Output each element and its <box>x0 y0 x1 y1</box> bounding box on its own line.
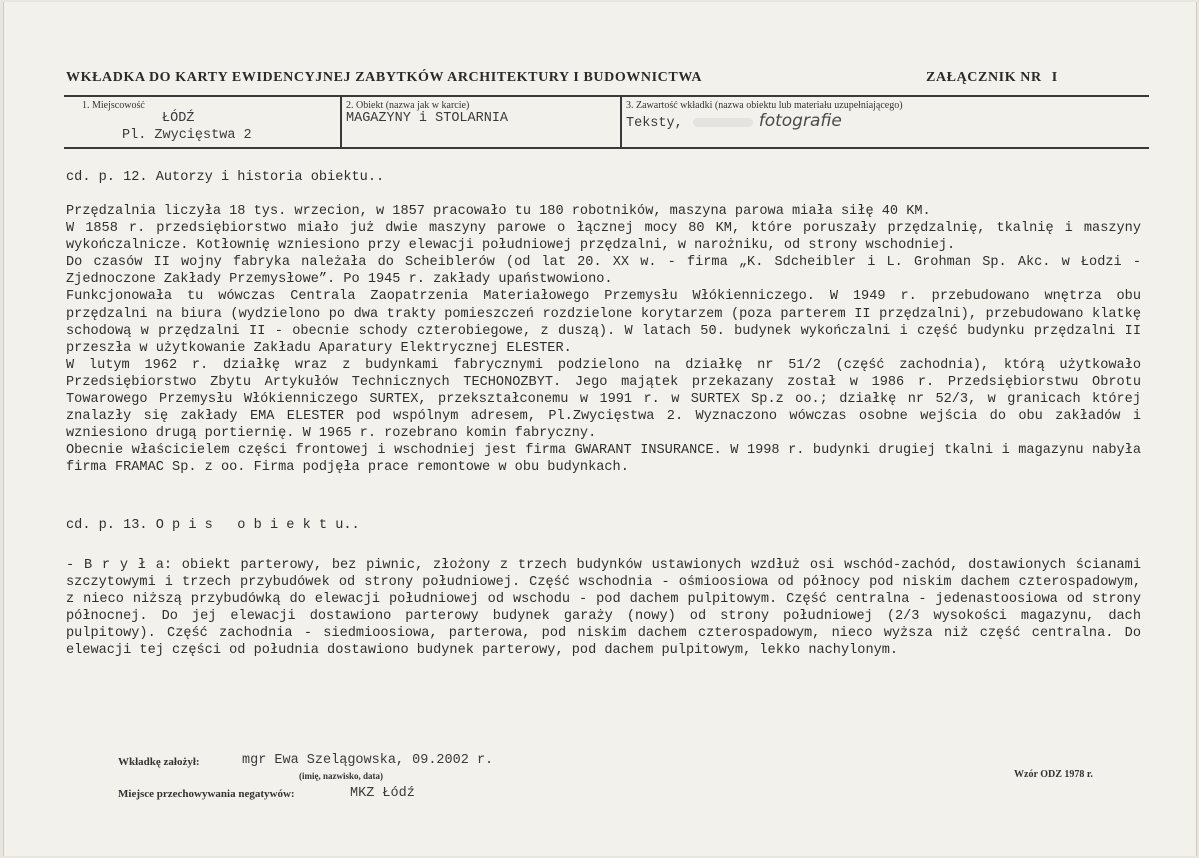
section2-heading-text: cd. p. 13. O p i s o b i e k t u.. <box>66 518 360 533</box>
form-title: WKŁADKA DO KARTY EWIDENCYJNEJ ZABYTKÓW ARCHITEKTURY I BUDOWNICTWA <box>66 70 703 85</box>
paragraph: Przędzalnia liczyła 18 tys. wrzecion, w 1857 pracowało tu 180 robotników, maszyna parowa miała siłę 40 KM. <box>66 204 931 219</box>
storage-label: Miejsce przechowywania negatywów: <box>118 788 295 800</box>
redaction-mark <box>693 118 753 127</box>
place-address: Pl. Zwycięstwa 2 <box>122 128 252 143</box>
place-city: ŁÓDŹ <box>162 111 195 126</box>
section1-heading-text: cd. p. 12. Autorzy i historia obiektu.. <box>66 170 385 185</box>
attachment-label <box>926 70 1058 86</box>
document-page <box>3 2 1197 856</box>
content-value: Teksty, <box>626 116 683 131</box>
attachment-label-text: ZAŁĄCZNIK NR <box>926 70 1042 85</box>
section2-heading <box>66 517 1141 534</box>
content-cell <box>620 97 1149 147</box>
place-cell <box>64 97 340 147</box>
place-label: 1. Miejscowość <box>82 100 145 111</box>
paragraph: Do czasów II wojny fabryka należała do Scheiblerów (od lat 20. XX w. - firma „K. Sdcheibler i L. Grohman Sp. Akc. w Łodzi - Zjednoczone Zakłady Przemysłowe”. Po 1945 r. zakłady upaństwowiono. <box>66 255 1141 288</box>
section1-body <box>66 203 1141 477</box>
author-label: Wkładkę założył: <box>118 756 200 768</box>
paragraph: W 1858 r. przedsiębiorstwo miało już dwie maszyny parowe o łącznej mocy 80 KM, które poruszały przędzalnię, tkalnię i maszyny wykończalnicze. Kotłownię wzniesiono przy elewacji południowej przędzalni, w narożniku, od strony wschodniej. <box>66 221 1141 254</box>
section2-body <box>66 557 1141 660</box>
author-sublabel: (imię, nazwisko, data) <box>299 771 383 781</box>
handwritten-note: fotografie <box>758 111 842 131</box>
content-value-line <box>626 111 842 131</box>
object-label: 2. Obiekt (nazwa jak w karcie) <box>346 100 470 111</box>
content-label: 3. Zawartość wkładki (nazwa obiektu lub materiału uzupełniającego) <box>626 100 903 111</box>
author-value: mgr Ewa Szelągowska, 09.2002 r. <box>242 753 494 768</box>
paragraph: Funkcjonowała tu wówczas Centrala Zaopatrzenia Materiałowego Przemysłu Włókienniczego. W 1949 r. przebudowano wnętrza obu przędzalni na biura (wydzielono po dwa trakty pomieszczeń rozdzielone korytarzem (poza parterem II przędzalni), przebudowano klatkę schodową w przędzalni II - obecnie schody czterobiegowe, z duszą). W latach 50. budynek wykończalni i część budynku przędzalni II przeszła w użytkowanie Zakładu Aparatury Elektrycznej ELESTER. <box>66 289 1141 356</box>
attachment-number: I <box>1051 70 1058 85</box>
header-fields-table <box>64 95 1149 149</box>
paragraph: Obecnie właścicielem części frontowej i wschodniej jest firma GWARANT INSURANCE. W 1998 r. budynki drugiej tkalni i magazynu nabyła firma FRAMAC Sp. z oo. Firma podjęła prace remontowe w obu budynkach. <box>66 443 1141 476</box>
paragraph: W lutym 1962 r. działkę wraz z budynkami fabrycznymi podzielono na działkę nr 51/2 (część zachodnia), którą użytkowało Przedsiębiorstwo Zbytu Artykułów Technicznych TECHONOZBYT. Jego majątek przekazany został w 1986 r. Przedsiębiorstwu Obrotu Towarowego Przemysłu Włókienniczego SURTEX, przekształconemu w 1991 r. w SURTEX Sp.z oo.; działkę nr 52/3, w granicach której znalazły się zakłady EMA ELESTER pod wspólnym adresem, Pl.Zwycięstwa 2. Wyznaczono wówczas osobne wejścia do obu zakładów i wzniesiono drugą portiernię. W 1965 r. rozebrano komin fabryczny. <box>66 357 1141 442</box>
form-version: Wzór ODZ 1978 r. <box>1014 769 1093 780</box>
object-value: MAGAZYNY i STOLARNIA <box>346 111 509 126</box>
paragraph: - B r y ł a: obiekt parterowy, bez piwnic, złożony z trzech budynków ustawionych wzdłuż osi wschód-zachód, dostawionych ścianami szczytowymi i trzech przybudówek od strony południowej. Część wschodnia - ośmioosiowa od północy pod niskim dachem czterospadowym, z nieco niższą przybudówką do elewacji południowej od wschodu - pod dachem pulpitowym. Część centralna - jedenastoosiowa od strony północnej. Do jej elewacji dostawiono parterowy budynek garaży (nowy) od strony południowej (2/3 wysokości magazynu, dach pulpitowy). Część zachodnia - siedmioosiowa, parterowa, pod niskim dachem czterospadowym, nieco wyższa niż część centralna. Do elewacji tej części od południa dostawiono budynek parterowy, pod dachem pulpitowym, lekko nachylonym. <box>66 558 1141 659</box>
object-cell <box>340 97 622 147</box>
storage-value: MKZ Łódź <box>350 786 415 801</box>
section1-heading <box>66 169 1141 186</box>
